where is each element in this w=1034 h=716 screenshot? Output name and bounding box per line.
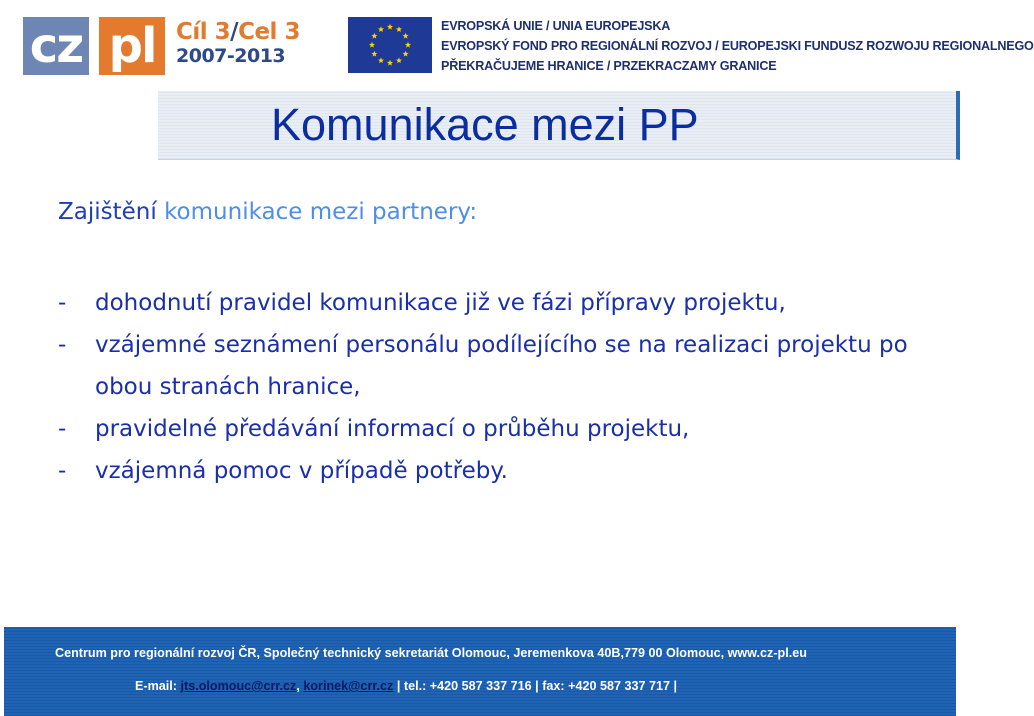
eu-stars-icon [348, 17, 432, 73]
footer-contact [135, 679, 677, 693]
eu-star-icon [403, 33, 409, 39]
eu-star-icon [387, 24, 393, 30]
subtitle-highlight: komunikace mezi partnery: [164, 199, 478, 225]
bullet-marker: - [58, 416, 67, 442]
cz-pl-logo [23, 17, 167, 75]
eu-star-icon [403, 51, 409, 57]
footer-email-label: E-mail: [135, 679, 181, 693]
footer-email-link-jts[interactable]: jts.olomouc@crr.cz [180, 679, 297, 693]
eu-flag [348, 17, 432, 73]
footer-address: Centrum pro regionální rozvoj ČR, Společný technický sekretariát Olomouc, Jeremenkova 40B,779 00 Olomouc, www.cz-pl.eu [55, 646, 807, 660]
eu-star-icon [378, 57, 384, 63]
bullet-text: vzájemné seznámení personálu podílejícího se na realizaci projektu po obou stranách hranice, [95, 332, 908, 400]
bullet-text: vzájemná pomoc v případě potřeby. [95, 458, 508, 484]
subtitle-lead: Zajištění [58, 199, 165, 225]
footer-email-separator: , [296, 679, 304, 693]
bullet-text: dohodnutí pravidel komunikace již ve fázi přípravy projektu, [95, 290, 786, 316]
bullet-item [58, 282, 918, 324]
program-logo-cil: Cíl 3 [176, 19, 231, 45]
eu-star-icon [387, 60, 393, 66]
eu-star-icon [371, 33, 377, 39]
bullet-item [58, 408, 918, 450]
eu-star-icon [371, 51, 377, 57]
footer-phone-fax: | tel.: +420 587 337 716 | fax: +420 587 337 717 | [393, 679, 678, 693]
footer-email-link-korinek[interactable]: korinek@crr.cz [303, 679, 394, 693]
eu-text-line-1: EVROPSKÁ UNIE / UNIA EUROPEJSKA [441, 19, 671, 33]
eu-star-icon [378, 26, 384, 32]
footer-bar [4, 627, 956, 716]
program-logo-slash: / [230, 19, 239, 45]
eu-star-icon [369, 42, 375, 48]
slide-title: Komunikace mezi PP [271, 99, 699, 150]
bullet-item [58, 324, 918, 408]
program-logo [176, 19, 300, 67]
eu-text-line-3: PŘEKRAČUJEME HRANICE / PRZEKRACZAMY GRANICE [441, 59, 777, 73]
bullet-item [58, 450, 918, 492]
bullet-marker: - [58, 458, 67, 484]
program-logo-cel: Cel 3 [238, 19, 300, 45]
bullet-list [58, 282, 918, 492]
eu-star-icon [405, 42, 411, 48]
pl-logo-block: pl [99, 17, 165, 75]
bullet-text: pravidelné předávání informací o průběhu projektu, [95, 416, 690, 442]
eu-star-icon [396, 26, 402, 32]
slide-subtitle [58, 192, 477, 232]
eu-text-line-2: EVROPSKÝ FOND PRO REGIONÁLNÍ ROZVOJ / EUROPEJSKI FUNDUSZ ROZWOJU REGIONALNEGO [441, 39, 1034, 53]
eu-text-block [441, 16, 1034, 76]
bullet-marker: - [58, 332, 67, 358]
eu-star-icon [396, 57, 402, 63]
bullet-marker: - [58, 290, 67, 316]
program-logo-years: 2007-2013 [176, 45, 286, 67]
cz-logo-block: cz [23, 17, 89, 75]
